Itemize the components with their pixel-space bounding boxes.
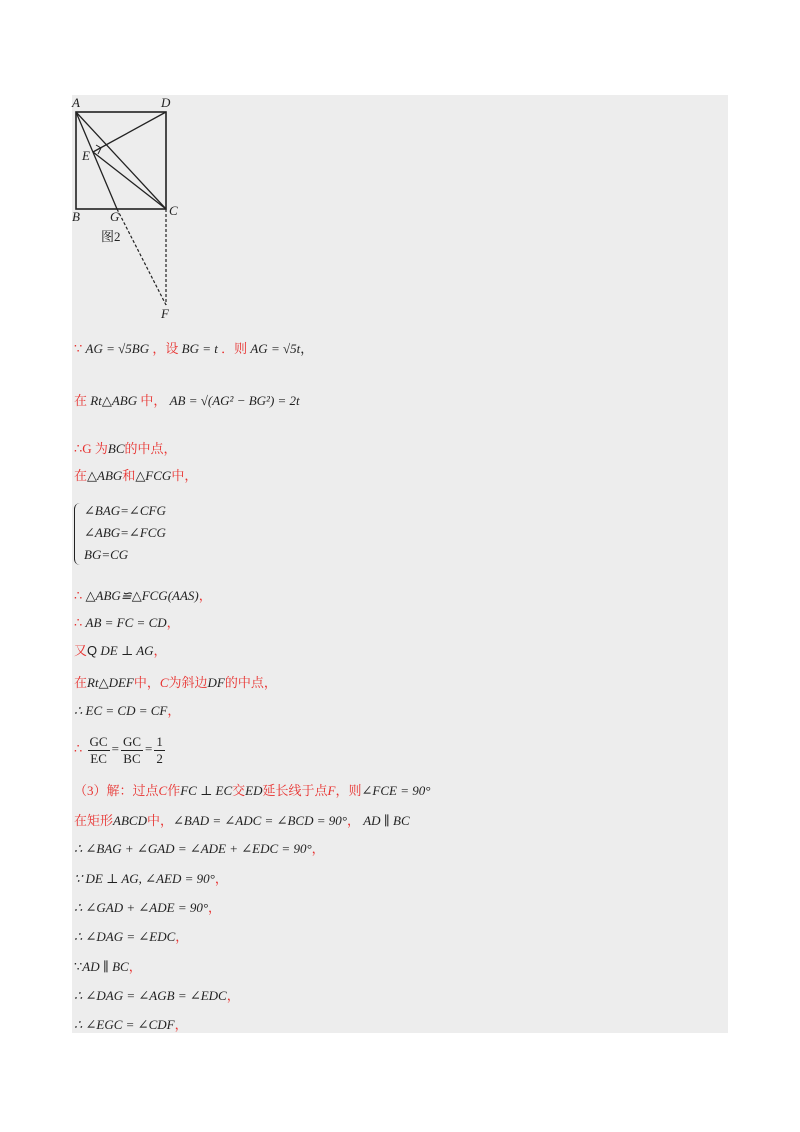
eq-egc-cdf: ∴ ∠EGC = ∠CDF	[74, 1017, 175, 1032]
eq-right-angles: ∠BAD = ∠ADC = ∠BCD = 90°	[172, 813, 347, 828]
text-zhong: 中，	[171, 468, 198, 483]
condition-1: ∠BAG=∠CFG	[84, 503, 166, 518]
text-jiao: 交	[232, 783, 246, 798]
denominator: 2	[156, 750, 163, 766]
label-C: C	[169, 203, 178, 218]
text-part3: （3）解：过点	[74, 783, 159, 798]
eq-bg-t: BG = t	[181, 341, 218, 356]
text-zai: 在	[74, 675, 88, 690]
left-brace	[74, 503, 81, 565]
text-sep: ，设	[152, 341, 179, 356]
line-6	[74, 587, 212, 605]
figure-caption: 图2	[101, 229, 121, 244]
line-8	[74, 642, 167, 660]
rect-abcd: ABCD	[113, 813, 147, 828]
comma: ，	[208, 900, 222, 915]
label-D: D	[161, 95, 171, 110]
text-g-is: ∴G 为	[74, 441, 108, 456]
numerator: GC	[122, 733, 141, 749]
therefore-symbol: ∴	[74, 615, 83, 630]
label-G: G	[110, 209, 120, 224]
point-c: C	[158, 783, 168, 798]
triangle-abg: Rt△ABG	[90, 393, 138, 408]
line-7	[74, 614, 180, 632]
line-15	[74, 870, 228, 888]
comma: ，	[346, 813, 360, 828]
eq-ab-2t: AB = √(AG² − BG²) = 2t	[169, 393, 300, 408]
text-zuo: 作	[167, 783, 181, 798]
line-4	[74, 467, 197, 485]
eq-ag-root5t: AG = √5t	[250, 341, 301, 356]
text-ze: ，则	[335, 783, 362, 798]
comma: ，	[174, 1017, 188, 1032]
line-1	[74, 340, 313, 358]
fraction-gc-ec	[88, 734, 110, 767]
line-11: ∴ $\frac{GC}{EC}$ = $\frac{GC}{BC}$ = $\frac{1}{2}$	[74, 733, 163, 766]
fraction-gc-bc	[121, 734, 143, 767]
eq-congruent: △ABG≌△FCG(AAS)	[85, 588, 199, 603]
label-F: F	[161, 306, 169, 321]
therefore-symbol: ∴	[74, 741, 83, 756]
point-f: F	[327, 783, 336, 798]
line-17	[74, 928, 188, 946]
text-you: 又	[74, 643, 88, 658]
numerator: 1	[156, 733, 163, 749]
comma: ，	[311, 841, 325, 856]
label-E: E	[82, 148, 90, 163]
text-he: 和	[122, 468, 136, 483]
text-zhong: 中，	[146, 813, 173, 828]
segment-ed: ED	[245, 783, 263, 798]
geometry-figure	[70, 95, 200, 325]
comma: ，	[128, 959, 142, 974]
because-symbol: ∵	[74, 959, 83, 974]
text-extension: 延长线于点	[262, 783, 328, 798]
therefore-symbol: ∴	[74, 588, 83, 603]
text-midpoint: 的中点，	[224, 675, 277, 690]
text-midpoint: 的中点，	[124, 441, 177, 456]
eq-fc-perp-ec: FC ⊥ EC	[180, 783, 233, 798]
line-10	[74, 702, 180, 720]
eq-ad-parallel-bc: AD ∥ BC	[82, 959, 129, 974]
text-zai: 在	[74, 393, 88, 408]
line-14	[74, 840, 325, 858]
eq-ec-cd-cf: ∴ EC = CD = CF	[74, 703, 168, 718]
text-hypotenuse: 为斜边	[168, 675, 208, 690]
segment-bc: BC	[107, 441, 125, 456]
line-16	[74, 899, 221, 917]
comma: ，	[153, 643, 167, 658]
eq-angle-sum: ∴ ∠BAG + ∠GAD = ∠ADE + ∠EDC = 90°	[74, 841, 312, 856]
eq-fce-90: ∠FCE = 90°	[361, 783, 431, 798]
text-sep: ．则	[221, 341, 248, 356]
label-B: B	[72, 209, 80, 224]
text-zhong: 中，	[140, 393, 167, 408]
line-18	[74, 958, 142, 976]
comma: ，	[198, 588, 212, 603]
segment-df: DF	[207, 675, 225, 690]
numerator: GC	[89, 733, 108, 749]
eq-dag-edc: ∴ ∠DAG = ∠EDC	[74, 929, 176, 944]
eq-ag-root5bg: AG = √5BG	[85, 341, 150, 356]
comma: ，	[175, 929, 189, 944]
comma: ，	[214, 871, 228, 886]
triangle-abg: △ABG	[87, 468, 123, 483]
eq-ab-fc-cd: AB = FC = CD	[85, 615, 167, 630]
because-symbol: ∵	[74, 341, 83, 356]
line-3	[74, 440, 177, 458]
line-19	[74, 987, 240, 1005]
denominator: EC	[90, 750, 107, 766]
comma: ，	[226, 988, 240, 1003]
figure-diagram	[70, 95, 200, 325]
text-zhong: 中，	[133, 675, 160, 690]
line-20	[74, 1016, 188, 1034]
line-13	[74, 812, 410, 830]
point-c: C	[159, 675, 169, 690]
text-zai: 在	[74, 468, 88, 483]
q-symbol: Q	[87, 643, 98, 658]
text-rectangle: 在矩形	[74, 813, 114, 828]
fraction-one-half	[154, 734, 165, 767]
comma: ，	[300, 341, 314, 356]
eq-dag-agb-edc: ∴ ∠DAG = ∠AGB = ∠EDC	[74, 988, 227, 1003]
eq-ad-parallel-bc: AD ∥ BC	[363, 813, 410, 828]
eq-de-perp-ag: DE ⊥ AG	[100, 643, 154, 658]
line-9	[74, 674, 277, 692]
triangle-def: Rt△DEF	[87, 675, 134, 690]
line-2	[74, 392, 300, 410]
line-12	[74, 782, 430, 800]
triangle-fcg: △FCG	[135, 468, 172, 483]
eq-de-perp-ag-aed: ∵ DE ⊥ AG, ∠AED = 90°	[74, 871, 215, 886]
denominator: BC	[123, 750, 141, 766]
condition-2: ∠ABG=∠FCG	[84, 525, 166, 540]
comma: ，	[167, 703, 181, 718]
comma: ，	[166, 615, 180, 630]
label-A: A	[72, 95, 80, 110]
condition-3: BG=CG	[84, 547, 129, 562]
eq-gad-ade-90: ∴ ∠GAD + ∠ADE = 90°	[74, 900, 209, 915]
